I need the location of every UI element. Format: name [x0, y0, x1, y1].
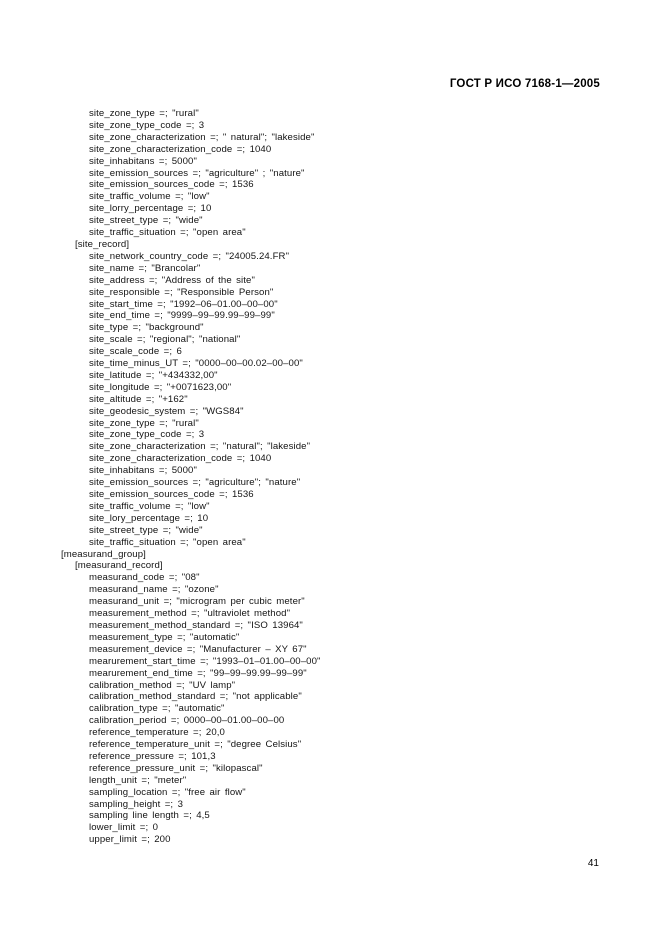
- config-line: measurement_device =; "Manufacturer – XY 67": [89, 643, 307, 655]
- config-line: site_emission_sources_code =; 1536: [89, 489, 254, 500]
- config-line: site_longitude =; "+0071623,00": [89, 381, 232, 393]
- config-line: sampling_location =; "free air flow": [89, 786, 246, 798]
- section-header-line: [measurand_group]: [61, 548, 146, 560]
- config-line: sampling line length =; 4,5: [89, 810, 210, 822]
- config-line: site_emission_sources =; "agriculture" ; "nature": [89, 167, 305, 179]
- config-line: site_inhabitans =; 5000": [89, 465, 197, 477]
- config-line: site_scale_code =; 6: [89, 346, 182, 358]
- config-line: site_lorry_percentage =; 10: [89, 203, 212, 215]
- config-line: measurement_type =; "automatic": [89, 631, 240, 643]
- config-line: measurement_method_standard =; "ISO 13964": [89, 619, 303, 631]
- config-line: sampling_height =; 3: [89, 798, 184, 810]
- config-line: reference_pressure_unit =; "kilopascal": [89, 762, 263, 774]
- config-line: site_street_type =; "wide": [89, 524, 203, 536]
- page-number: 41: [587, 858, 599, 869]
- config-line: site_zone_type_code =; 3: [89, 429, 205, 441]
- config-line: site_traffic_situation =; "open area": [89, 227, 246, 239]
- config-line: site_street_type =; "wide": [89, 215, 203, 227]
- config-line: site_type =; "background": [89, 322, 204, 334]
- config-line: calibration_method =; "UV lamp": [89, 679, 236, 691]
- config-line: site_altitude =; "+162": [89, 393, 188, 405]
- config-line: site_lory_percentage =; 10: [89, 512, 209, 524]
- section-header-line: [site_record]: [75, 238, 130, 250]
- config-line: site_emission_sources =; "agriculture"; "nature": [89, 477, 301, 489]
- config-line: site_zone_type_code =; 3: [89, 119, 205, 131]
- config-line: reference_temperature_unit =; "degree Celsius": [89, 739, 302, 751]
- config-line: site_zone_type =; "rural": [89, 417, 199, 429]
- config-line: measurand_code =; "08": [89, 572, 200, 584]
- config-line: site_traffic_situation =; "open area": [89, 536, 246, 548]
- config-line: site_address =; "Address of the site": [89, 274, 255, 286]
- config-line: site_time_minus_UT =; "0000–00–00.02–00–00": [89, 358, 303, 370]
- config-line: site_inhabitans =; 5000": [89, 155, 197, 167]
- config-line: calibration_period =; 0000–00–01.00–00–00: [89, 715, 285, 727]
- config-line: site_zone_characterization =; " natural"; "lakeside": [89, 131, 315, 143]
- config-line: calibration_method_standard =; "not applicable": [89, 691, 302, 703]
- config-line: mearurement_end_time =; "99–99–99.99–99–99": [89, 667, 307, 679]
- config-line: site_traffic_volume =; "low": [89, 500, 210, 512]
- section-header-line: [measurand_record]: [75, 560, 163, 572]
- config-line: calibration_type =; "automatic": [89, 703, 225, 715]
- config-line: reference_pressure =; 101,3: [89, 750, 216, 762]
- config-line: site_traffic_volume =; "low": [89, 191, 210, 203]
- config-line: site_latitude =; "+434332,00": [89, 369, 218, 381]
- config-line: site_name =; "Brancolar": [89, 262, 201, 274]
- config-line: site_zone_type =; "rural": [89, 108, 199, 119]
- config-line: measurand_unit =; "microgram per cubic meter": [89, 596, 305, 608]
- config-line: measurand_name =; "ozone": [89, 584, 219, 596]
- config-line: length_unit =; "meter": [89, 774, 187, 786]
- config-line: lower_limit =; 0: [89, 822, 159, 834]
- config-line: upper_limit =; 200: [89, 834, 171, 846]
- config-line: site_network_country_code =; "24005.24.FR": [89, 250, 290, 262]
- config-line: site_scale =; "regional"; "national": [89, 334, 241, 346]
- config-line: site_geodesic_system =; "WGS84": [89, 405, 244, 417]
- config-line: site_zone_characterization_code =; 1040: [89, 143, 272, 155]
- config-line: site_zone_characterization =; "natural"; "lakeside": [89, 441, 311, 453]
- config-line: site_zone_characterization_code =; 1040: [89, 453, 272, 465]
- config-line: measurement_method =; "ultraviolet method": [89, 608, 291, 620]
- document-body: [0, 108, 661, 846]
- standard-designation-header: ГОСТ Р ИСО 7168-1—2005: [449, 78, 600, 90]
- config-line: site_responsible =; "Responsible Person": [89, 286, 274, 298]
- config-line: reference_temperature =; 20,0: [89, 727, 225, 739]
- config-line: site_emission_sources_code =; 1536: [89, 179, 254, 191]
- config-line: site_start_time =; "1992–06–01.00–00–00": [89, 298, 278, 310]
- config-line: site_end_time =; "9999–99–99.99–99–99": [89, 310, 275, 322]
- config-line: mearurement_start_time =; "1993–01–01.00–00–00": [89, 655, 321, 667]
